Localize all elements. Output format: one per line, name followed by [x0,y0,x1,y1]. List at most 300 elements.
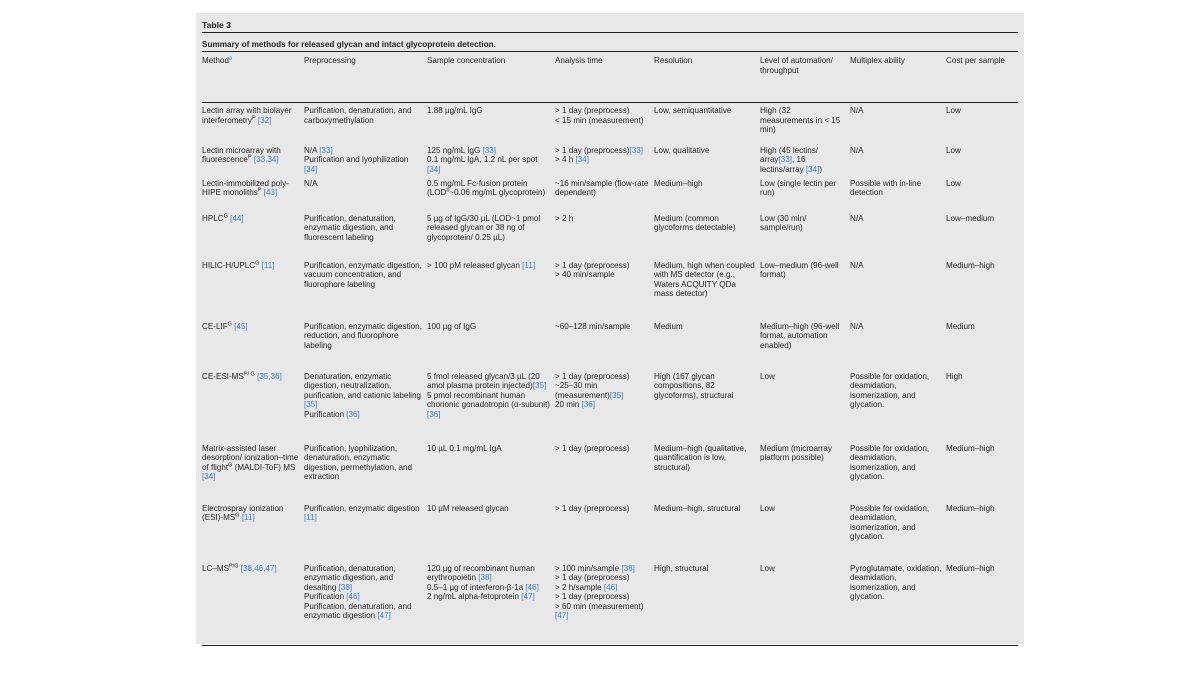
cell-text: , 16 lectins/array [760,155,806,174]
cell-text: Low–medium [946,213,995,223]
column-header [946,52,1018,103]
cell-line [946,214,1014,224]
cell-text: N/A [850,260,864,270]
cell-line [946,372,1014,382]
table-cell [946,211,1018,258]
cell-text: Low [946,178,961,188]
cell-line [946,322,1014,332]
cell-text: Low [760,503,775,513]
cell-line [427,583,551,593]
cell-text: 20 min [555,400,582,410]
table-cell [850,441,946,501]
superscript: P/G [229,562,239,569]
cell-line [427,106,551,116]
table-cell [654,319,760,369]
cell-text: Low [760,563,775,573]
cell-line [555,602,650,621]
column-header-label: Analysis time [555,56,603,65]
table-cell [555,143,654,176]
cell-line [427,146,551,156]
table-cell [555,561,654,646]
cell-text: Purification, denaturation, enzymatic digestion, and desalting [304,563,396,592]
cell-text: Low [946,145,961,155]
cell-text: Low (single lectin per run) [760,178,837,198]
cell-line [202,261,300,271]
cell-line [654,504,756,514]
cell-line [654,179,756,189]
column-header-label: Sample concentration [427,56,506,65]
citation-link[interactable]: [46] [603,582,618,592]
cell-text: > 1 day (preprocess) [555,145,630,155]
table-caption: Summary of methods for released glycan and intact glycoprotein detection. [202,40,496,49]
table-cell [555,441,654,501]
cell-text: HILIC-H/UPLC [202,260,256,270]
table-cell [946,501,1018,561]
table-row [202,258,1018,319]
cell-line [304,372,423,410]
citation-link[interactable]: [46] [525,582,539,592]
cell-text: Medium–high [946,503,995,513]
table-cell [304,103,427,143]
table-row [202,211,1018,258]
column-header [427,52,555,103]
cell-line [427,372,551,391]
cell-line [760,564,846,574]
table-label: Table 3 [202,20,231,30]
column-header-label: Multiplex ability [850,56,905,65]
citation-link[interactable]: [38] [338,582,353,592]
citation-link[interactable]: [33] [629,145,643,155]
cell-line [304,179,423,189]
cell-text: Possible for oxidation, deamidation, isomerization, and glycation. [850,371,930,410]
cell-line [427,504,551,514]
table-cell [427,561,555,646]
citation-link[interactable]: [33,34] [253,155,279,165]
citation-link[interactable]: [33] [482,145,497,155]
citation-link[interactable]: [44] [230,213,244,223]
cell-line [946,444,1014,454]
citation-link[interactable]: [38,46,47] [240,563,277,573]
citation-link[interactable]: [35] [609,390,624,400]
table-cell [946,369,1018,441]
cell-line [427,179,551,198]
cell-line [946,106,1014,116]
cell-line [760,504,846,514]
table-cell [760,258,850,319]
table-row [202,103,1018,143]
cell-text: Electrospray ionization (ESI)-MS [202,503,284,523]
table-cell [555,501,654,561]
column-header [760,52,850,103]
cell-text: Medium–high [946,563,995,573]
cell-text: N/A [304,145,320,155]
table-row [202,143,1018,176]
cell-line [555,504,650,514]
cell-line [654,261,756,299]
table-cell [760,103,850,143]
citation-link[interactable]: [36] [346,409,360,419]
cell-text: > 2 h [555,213,574,223]
table-cell [850,258,946,319]
cell-text: < 15 min (measurement) [555,115,644,125]
table-cell [654,501,760,561]
cell-line [555,116,650,126]
cell-text: > 1 day (preprocess) [555,443,630,453]
citation-link[interactable]: [35] [532,381,547,391]
citation-link[interactable]: [34] [427,164,441,174]
table-cell [760,441,850,501]
cell-text: Purification, enzymatic digestion [304,503,420,513]
cell-line [304,261,423,290]
cell-text: Medium–high [946,443,995,453]
table-row [202,369,1018,441]
citation-link[interactable]: [43] [263,188,278,198]
table-cell [850,103,946,143]
table-cell [654,441,760,501]
table-cell [946,143,1018,176]
superscript: P [247,154,252,161]
cell-text: Low [946,106,961,115]
cell-text: > 4 h [555,155,576,165]
table-cell [202,258,304,319]
cell-text: 1.88 µg/mL IgG [427,106,483,115]
cell-text: Medium–high, structural [654,503,741,513]
cell-line [555,155,650,165]
cell-text: 0.5 mg/mL Fc-fusion protein (LOD [427,178,528,198]
cell-text: Medium (common glycoforms detectable) [654,213,736,233]
cell-text: 5 pmol recombinant human chorionic gonadotropin (α-subunit) [427,390,551,410]
table-cell [202,441,304,501]
cell-text: N/A [850,213,864,223]
column-header-label: Preprocessing [304,56,356,65]
superscript: G [228,462,233,468]
cell-text: Purification, denaturation, and carboxymethylation [304,106,412,125]
superscript: G [255,259,260,266]
table-cell [555,369,654,441]
cell-text: Medium [654,321,683,331]
cell-line [555,106,650,116]
citation-link[interactable]: [32] [257,115,272,125]
table-cell [202,561,304,646]
cell-text: 0.5–1 µg of interferon-β-1a [427,582,526,592]
table-cell [760,501,850,561]
table-cell [760,319,850,369]
cell-text: LC–MS [202,563,229,573]
column-header [304,52,427,103]
table-cell [946,103,1018,143]
cell-text: Low, semiquantitative [654,106,732,115]
cell-text: Low, qualitative [654,145,710,155]
cell-text: 10 µM released glycan [427,503,509,513]
cell-line [850,504,942,542]
citation-link[interactable]: [11] [261,260,275,270]
citation-link[interactable]: [34] [805,164,820,174]
cell-text: High, structural [654,563,709,573]
column-header-label: Resolution [654,56,693,65]
table-cell [654,258,760,319]
table-cell [304,176,427,211]
table-cell [304,369,427,441]
cell-text: Purification, enzymatic digestion, vacuum concentration, and fluorophore labeling [304,260,422,289]
table-cell [304,258,427,319]
citation-link[interactable]: [38] [621,563,635,573]
cell-line [555,270,650,280]
superscript: P [257,187,262,194]
citation-link[interactable]: [34] [304,164,318,174]
table-cell [555,258,654,319]
cell-text: > 1 day (preprocess) [555,503,630,513]
cell-line [946,146,1014,156]
cell-text: Denaturation, enzymatic digestion, neutralization, purification, and cationic labeling [304,371,421,400]
cell-line [555,444,650,454]
table-cell [427,441,555,501]
cell-line [850,214,942,224]
cell-line [555,146,650,156]
citation-link[interactable]: [45] [234,321,248,331]
cell-line [555,381,650,400]
table-cell [850,319,946,369]
column-header [654,52,760,103]
cell-text: Purification [304,409,347,419]
citation-link[interactable]: [47] [521,592,535,602]
cell-line [202,179,300,198]
cell-text: Possible for oxidation, deamidation, isomerization, and glycation. [850,503,930,542]
cell-line [850,146,942,156]
cell-text: Purification, denaturation, and enzymatic digestion [304,601,412,621]
table-cell [555,319,654,369]
cell-line [427,564,551,583]
cell-line [654,214,756,233]
table-cell [654,211,760,258]
table-cell [427,501,555,561]
table-cell [760,369,850,441]
citation-link[interactable]: [46] [346,592,360,602]
table-cell [850,501,946,561]
superscript: G [235,512,240,519]
table-cell [202,103,304,143]
table-row [202,441,1018,501]
cell-line [654,322,756,332]
cell-line [654,564,756,574]
cell-line [760,214,846,233]
cell-line [304,444,423,482]
cell-line [555,573,650,583]
table-row [202,176,1018,211]
cell-text: CE-ESI-MS [202,371,244,381]
cell-line [654,106,756,116]
table-body [202,103,1018,646]
cell-line [654,146,756,156]
table-cell [555,176,654,211]
table-cell [304,441,427,501]
citation-link[interactable]: [38] [478,573,492,583]
superscript: G [227,320,232,327]
cell-line [760,322,846,351]
cell-line [654,444,756,473]
cell-text: Possible for oxidation, deamidation, isomerization, and glycation. [850,443,930,482]
cell-line [850,564,942,602]
cell-line [304,106,423,125]
table-cell [850,369,946,441]
cell-line [427,155,551,174]
footnote-marker: a [229,55,233,62]
cell-text: CE-LIF [202,321,228,331]
cell-text: High [946,371,963,381]
cell-text: > 60 min (measurement) [555,601,644,611]
cell-line [946,179,1014,189]
cell-line [850,372,942,410]
cell-line [760,444,846,463]
cell-line [654,372,756,401]
citation-link[interactable]: [11] [522,260,536,270]
cell-text: Lectin microarray with fluorescence [202,145,281,165]
cell-line [760,146,846,175]
cell-line [202,322,300,332]
cell-line [304,592,423,602]
cell-line [850,106,942,116]
citation-link[interactable]: [34] [575,155,589,165]
cell-line [304,322,423,351]
cell-line [555,400,650,410]
column-header-label: Level of automation/ throughput [760,56,833,75]
superscript: P/ G [243,370,255,377]
citation-link[interactable]: [33] [319,145,333,155]
citation-link[interactable]: [34] [202,472,216,482]
cell-text: > 2 h/sample [555,582,604,592]
table-cell [850,211,946,258]
cell-line [555,261,650,271]
table-row [202,319,1018,369]
cell-line [304,146,423,156]
cell-text: Possible with in-line detection [850,178,922,198]
citation-link[interactable]: [11] [241,513,255,523]
table-cell [427,258,555,319]
table-cell [304,319,427,369]
table-cell [427,143,555,176]
table-cell [202,319,304,369]
cell-line [555,214,650,224]
cell-line [760,261,846,280]
table-row [202,561,1018,646]
table-cell [427,369,555,441]
column-header-label: Cost per sample [946,56,1005,65]
cell-line [760,179,846,198]
column-header [555,52,654,103]
cell-text: 5 fmol released glycan/3 µL (20 amol plasma protein injected) [427,371,540,391]
cell-line [427,322,551,332]
table-cell [850,561,946,646]
cell-text: Medium–high [946,260,995,270]
table-cell [946,176,1018,211]
cell-line [427,592,551,602]
citation-link[interactable]: [35] [304,400,318,410]
cell-line [555,592,650,602]
table-cell [304,143,427,176]
cell-text: > 1 day (preprocess) [555,260,630,270]
cell-text: N/A [850,145,864,155]
cell-text: Lectin array with biolayer interferometry [202,106,292,125]
cell-line [304,155,423,174]
cell-text: > 1 day (preprocess) [555,371,630,381]
cell-line [946,564,1014,574]
cell-line [202,214,300,224]
cell-line [555,179,650,198]
citation-link[interactable]: [47] [555,611,569,621]
table-cell [654,143,760,176]
cell-text: Low (30 min/ sample/run) [760,213,807,233]
citation-link[interactable]: [33] [778,155,792,165]
cell-line [202,444,300,482]
table-cell [555,103,654,143]
cell-line [555,564,650,574]
table-cell [427,176,555,211]
cell-text: Purification and lyophilization [304,155,409,165]
cell-line [555,583,650,593]
table-cell [427,211,555,258]
cell-text: > 1 day (preprocess) [555,573,630,583]
cell-line [202,146,300,165]
cell-text: > 1 day (preprocess) [555,106,630,115]
cell-text: Low–medium (96-well format) [760,260,839,280]
cell-text: Medium–high (qualitative, quantification is low, structural) [654,443,747,472]
cell-line [304,564,423,593]
cell-text: ~25–30 min (measurement) [555,381,610,400]
cell-line [427,391,551,420]
table-cell [946,319,1018,369]
citation-link[interactable]: [35,36] [257,371,282,381]
cell-line [555,372,650,382]
cell-line [946,261,1014,271]
table-cell [304,561,427,646]
citation-link[interactable]: [47] [377,611,391,621]
column-header [202,52,304,103]
cell-text: Pyroglutamate, oxidation, deamidation, isomerization, and glycation. [850,563,942,602]
cell-line [427,261,551,271]
cell-text: Medium (microarray platform possible) [760,443,832,463]
cell-line [427,444,551,454]
cell-line [555,322,650,332]
cell-text: N/A [850,321,864,331]
cell-line [304,602,423,621]
cell-text: > 100 pM released glycan [427,260,523,270]
table-cell [304,501,427,561]
cell-text: ~60–128 min/sample [555,321,631,331]
cell-text: 10 µL 0.1 mg/mL IgA [427,443,502,453]
cell-line [304,214,423,243]
citation-link[interactable]: [11] [304,513,317,523]
table-cell [202,176,304,211]
cell-text: Medium–high (96-well format, automation enabled) [760,321,840,350]
cell-text: N/A [850,106,864,115]
table-cell [760,143,850,176]
table-cell [850,143,946,176]
cell-text: > 40 min/sample [555,270,615,280]
cell-text: HPLC [202,213,224,223]
cell-text: Matrix-assisted laser desorption/ ionization–time of flight [202,443,299,472]
table-cell [654,561,760,646]
citation-link[interactable]: [36] [581,400,596,410]
cell-text: Purification, enzymatic digestion, reduction, and fluorophore labeling [304,321,422,350]
citation-link[interactable]: [36] [427,409,441,419]
table-cell [555,211,654,258]
cell-line [304,410,423,420]
table-cell [946,561,1018,646]
table-cell [760,561,850,646]
cell-line [202,106,300,125]
cell-text: Medium [946,321,975,331]
table-cell [427,103,555,143]
cell-text: > 1 day (preprocess) [555,592,630,602]
